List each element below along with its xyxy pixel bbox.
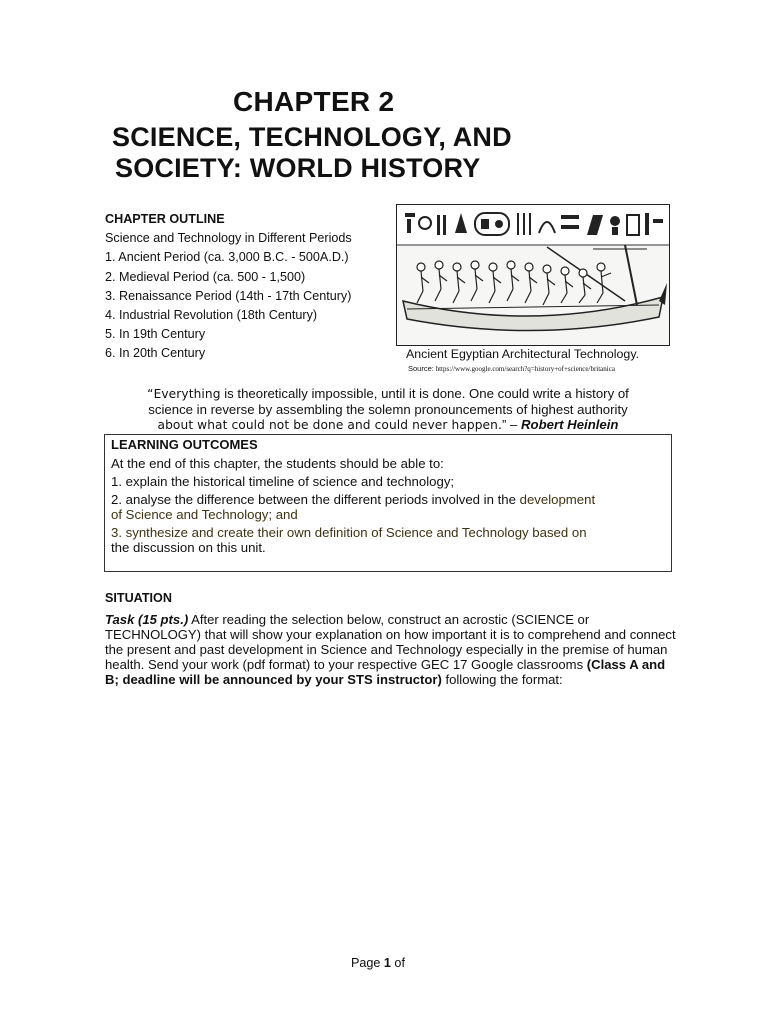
learning-outcome-text: the discussion on this unit.	[111, 540, 266, 555]
learning-outcomes-heading: LEARNING OUTCOMES	[111, 437, 258, 452]
learning-outcome-text: development	[519, 492, 596, 507]
outline-item: 2. Medieval Period (ca. 500 - 1,500)	[105, 269, 306, 284]
quote-line2: science in reverse by assembling the solemn pronouncements of highest authority	[148, 402, 628, 417]
outline-item: Science and Technology in Different Periods	[105, 231, 352, 246]
quote	[106, 386, 670, 433]
chapter-number: CHAPTER 2	[233, 86, 395, 117]
learning-outcome-text: of Science and Technology; and	[111, 507, 298, 522]
learning-outcome-text: 3. synthesize and create their own definition of Science and Technology based on	[111, 525, 587, 540]
task-label: Task (15 pts.)	[105, 612, 189, 627]
chapter-title	[112, 122, 512, 184]
task-text: After reading the selection below, construct an acrostic (SCIENCE or TECHNOLOGY) that will show your explanation on how important it is to comprehend and connect the present and past development in Science and Technology especially in the premise of human health. Send your work (pdf format) to your respective GEC 17 Google classrooms	[105, 612, 676, 672]
task-paragraph	[105, 612, 677, 687]
learning-outcome-text: 2. analyse the difference between the different periods involved in the	[111, 492, 520, 507]
page-label: Page	[351, 956, 384, 970]
learning-outcome-item: 1. explain the historical timeline of science and technology;	[111, 474, 455, 489]
egyptian-boat-illustration	[397, 205, 669, 345]
situation-heading: SITUATION	[105, 591, 172, 605]
quote-open: “Everything	[147, 387, 221, 401]
quote-line1: is theoretically impossible, until it is done. One could write a history of	[220, 386, 629, 401]
learning-outcomes-intro: At the end of this chapter, the students should be able to:	[111, 456, 444, 471]
learning-outcomes	[111, 437, 671, 558]
quote-author: Robert Heinlein	[521, 417, 619, 432]
chapter-outline	[105, 210, 352, 364]
chapter-title-line1: SCIENCE, TECHNOLOGY, AND	[112, 122, 512, 152]
page-number: 1	[383, 956, 391, 970]
chapter-title-line2: SOCIETY: WORLD HISTORY	[115, 153, 481, 183]
outline-item: 1. Ancient Period (ca. 3,000 B.C. - 500A.D.)	[105, 250, 349, 265]
egyptian-relief-image	[396, 204, 670, 346]
outline-heading: CHAPTER OUTLINE	[105, 212, 225, 226]
outline-item: 4. Industrial Revolution (18th Century)	[105, 308, 318, 323]
quote-line3: about what could not be done and could never happen.	[157, 418, 502, 432]
learning-outcome-item	[111, 525, 671, 555]
outline-item: 3. Renaissance Period (14th - 17th Century)	[105, 288, 352, 303]
page-of: of	[390, 956, 405, 970]
quote-separator: ” –	[501, 417, 522, 432]
outline-item: 5. In 19th Century	[105, 327, 206, 342]
learning-outcome-item	[111, 492, 671, 522]
figure-caption: Ancient Egyptian Architectural Technology.	[406, 347, 640, 361]
outline-item: 6. In 20th Century	[105, 346, 206, 361]
page-footer	[351, 956, 405, 970]
task-text-end: following the format:	[441, 672, 563, 687]
source-label: Source:	[408, 364, 434, 373]
source-url[interactable]: https://www.google.com/search?q=history+of+science/britanica	[435, 365, 615, 373]
task-deadline: (Class A and B; deadline will be announced by your STS instructor)	[105, 657, 666, 687]
figure-source	[408, 364, 615, 373]
